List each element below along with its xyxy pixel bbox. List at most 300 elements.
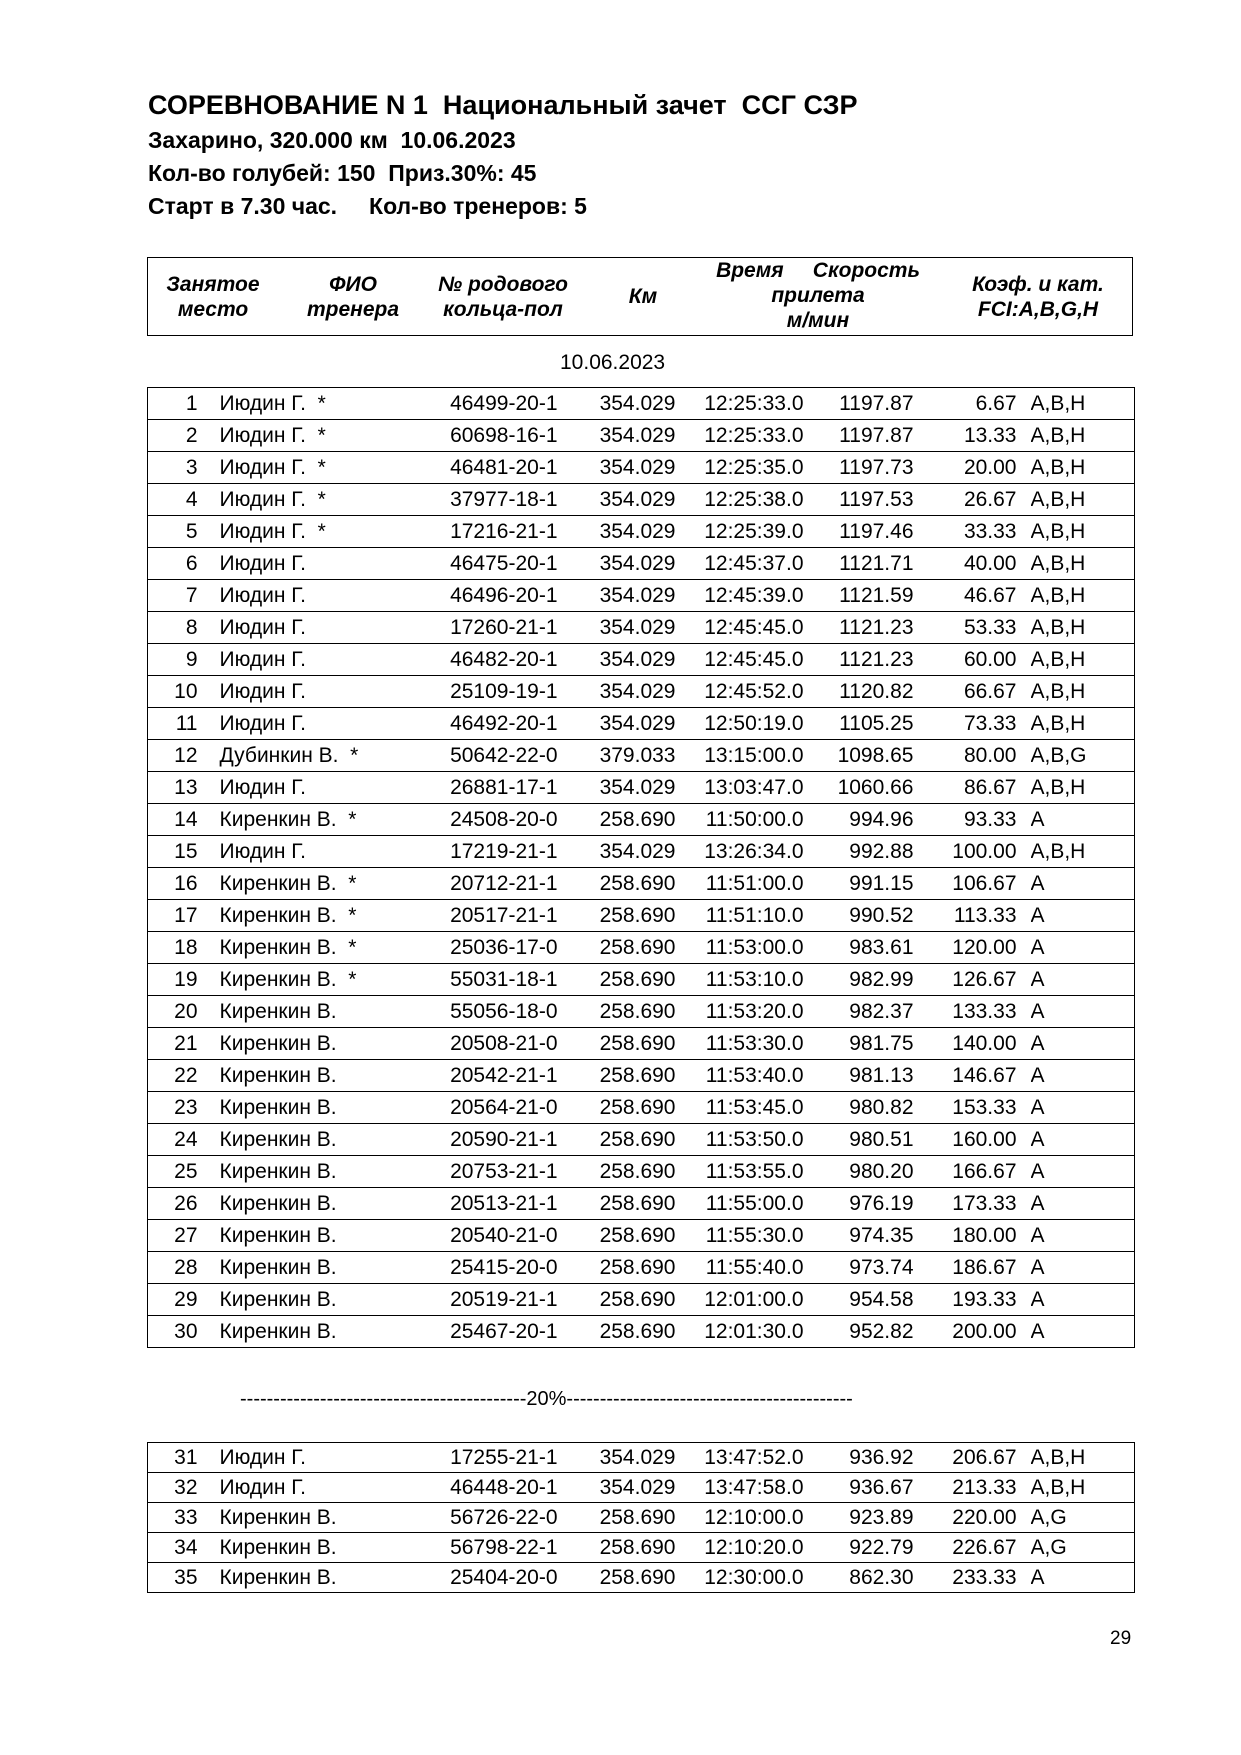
- cell-distance-km: 354.029: [576, 548, 689, 580]
- cell-trainer-name: Киренкин В.: [212, 1316, 406, 1348]
- cell-place: 14: [148, 804, 212, 836]
- cell-trainer-name: Июдин Г. *: [212, 516, 406, 548]
- cell-arrival-time: 11:53:10.0: [689, 964, 814, 996]
- cell-speed: 1121.71: [814, 548, 928, 580]
- cell-coefficient: 213.33: [928, 1473, 1031, 1503]
- cell-ring-number: 46492-20-1: [406, 708, 576, 740]
- cell-fci-category: A,G: [1031, 1503, 1135, 1533]
- cell-fci-category: A: [1031, 1284, 1135, 1316]
- cell-speed: 980.51: [814, 1124, 928, 1156]
- cell-trainer-name: Киренкин В.: [212, 1188, 406, 1220]
- cell-coefficient: 226.67: [928, 1533, 1031, 1563]
- cell-trainer-name: Киренкин В.: [212, 1092, 406, 1124]
- cell-distance-km: 258.690: [576, 1188, 689, 1220]
- cell-ring-number: 17260-21-1: [406, 612, 576, 644]
- col-km-header: Км: [628, 285, 658, 308]
- cell-fci-category: A: [1031, 1124, 1135, 1156]
- table-row: [148, 868, 1135, 900]
- cell-distance-km: 258.690: [576, 1252, 689, 1284]
- cell-fci-category: A,B,G: [1031, 740, 1135, 772]
- cell-ring-number: 20590-21-1: [406, 1124, 576, 1156]
- cell-place: 28: [148, 1252, 212, 1284]
- cell-speed: 936.67: [814, 1473, 928, 1503]
- table-row: [148, 676, 1135, 708]
- cell-distance-km: 354.029: [576, 388, 689, 420]
- cell-speed: 1121.23: [814, 644, 928, 676]
- cell-coefficient: 193.33: [928, 1284, 1031, 1316]
- cell-distance-km: 354.029: [576, 772, 689, 804]
- cell-trainer-name: Киренкин В.: [212, 1220, 406, 1252]
- cell-ring-number: 46496-20-1: [406, 580, 576, 612]
- cell-speed: 862.30: [814, 1563, 928, 1593]
- cell-ring-number: 25109-19-1: [406, 676, 576, 708]
- cell-trainer-name: Июдин Г.: [212, 676, 406, 708]
- cell-ring-number: 46475-20-1: [406, 548, 576, 580]
- col-place-header: Занятое место: [166, 273, 260, 321]
- cell-trainer-name: Июдин Г. *: [212, 484, 406, 516]
- cell-fci-category: A: [1031, 1316, 1135, 1348]
- cell-fci-category: A,B,H: [1031, 772, 1135, 804]
- cell-fci-category: A,B,H: [1031, 708, 1135, 740]
- cell-place: 5: [148, 516, 212, 548]
- table-row: [148, 452, 1135, 484]
- cell-fci-category: A,B,H: [1031, 420, 1135, 452]
- cell-ring-number: 20564-21-0: [406, 1092, 576, 1124]
- cell-arrival-time: 12:45:37.0: [689, 548, 814, 580]
- cell-distance-km: 354.029: [576, 452, 689, 484]
- cell-ring-number: 25467-20-1: [406, 1316, 576, 1348]
- cell-distance-km: 258.690: [576, 1284, 689, 1316]
- cell-ring-number: 17219-21-1: [406, 836, 576, 868]
- cell-coefficient: 120.00: [928, 932, 1031, 964]
- table-row: [148, 1060, 1135, 1092]
- cell-distance-km: 354.029: [576, 644, 689, 676]
- cell-fci-category: A: [1031, 1220, 1135, 1252]
- cell-trainer-name: Киренкин В.: [212, 1124, 406, 1156]
- cell-ring-number: 20540-21-0: [406, 1220, 576, 1252]
- cell-ring-number: 50642-22-0: [406, 740, 576, 772]
- cell-speed: 1197.87: [814, 420, 928, 452]
- cell-trainer-name: Киренкин В.: [212, 996, 406, 1028]
- cell-fci-category: A: [1031, 932, 1135, 964]
- cell-coefficient: 13.33: [928, 420, 1031, 452]
- cell-fci-category: A: [1031, 1060, 1135, 1092]
- cell-trainer-name: Киренкин В.: [212, 1533, 406, 1563]
- cell-speed: 983.61: [814, 932, 928, 964]
- cell-fci-category: A,B,H: [1031, 836, 1135, 868]
- cell-distance-km: 258.690: [576, 1503, 689, 1533]
- prize-separator: -------------------------------------------20%-------------------------------------------: [240, 1388, 853, 1410]
- cell-distance-km: 354.029: [576, 1473, 689, 1503]
- table-row: [148, 1028, 1135, 1060]
- cell-fci-category: A: [1031, 1252, 1135, 1284]
- cell-place: 30: [148, 1316, 212, 1348]
- cell-ring-number: 17255-21-1: [406, 1443, 576, 1473]
- cell-speed: 1098.65: [814, 740, 928, 772]
- cell-fci-category: A,B,H: [1031, 548, 1135, 580]
- cell-distance-km: 379.033: [576, 740, 689, 772]
- cell-arrival-time: 12:25:38.0: [689, 484, 814, 516]
- table-row: [148, 612, 1135, 644]
- cell-arrival-time: 12:25:35.0: [689, 452, 814, 484]
- cell-fci-category: A: [1031, 964, 1135, 996]
- cell-coefficient: 80.00: [928, 740, 1031, 772]
- cell-place: 26: [148, 1188, 212, 1220]
- cell-trainer-name: Июдин Г.: [212, 1443, 406, 1473]
- cell-fci-category: A: [1031, 1563, 1135, 1593]
- table-row: [148, 996, 1135, 1028]
- cell-coefficient: 133.33: [928, 996, 1031, 1028]
- cell-arrival-time: 11:55:30.0: [689, 1220, 814, 1252]
- cell-ring-number: 46448-20-1: [406, 1473, 576, 1503]
- cell-arrival-time: 12:01:00.0: [689, 1284, 814, 1316]
- cell-fci-category: A: [1031, 1028, 1135, 1060]
- cell-place: 18: [148, 932, 212, 964]
- cell-distance-km: 258.690: [576, 1220, 689, 1252]
- cell-fci-category: A,B,H: [1031, 1473, 1135, 1503]
- cell-place: 11: [148, 708, 212, 740]
- table-header: [147, 257, 1133, 336]
- cell-arrival-time: 12:01:30.0: [689, 1316, 814, 1348]
- cell-speed: 991.15: [814, 868, 928, 900]
- cell-coefficient: 93.33: [928, 804, 1031, 836]
- cell-ring-number: 56798-22-1: [406, 1533, 576, 1563]
- cell-place: 10: [148, 676, 212, 708]
- cell-coefficient: 200.00: [928, 1316, 1031, 1348]
- col-coef-header: Коэф. и кат. FCI:A,B,G,H: [972, 273, 1104, 321]
- cell-place: 8: [148, 612, 212, 644]
- table-row: [148, 516, 1135, 548]
- cell-coefficient: 106.67: [928, 868, 1031, 900]
- cell-arrival-time: 11:53:40.0: [689, 1060, 814, 1092]
- cell-distance-km: 354.029: [576, 580, 689, 612]
- table-row: [148, 548, 1135, 580]
- cell-trainer-name: Киренкин В.: [212, 1060, 406, 1092]
- cell-distance-km: 258.690: [576, 932, 689, 964]
- cell-distance-km: 354.029: [576, 612, 689, 644]
- cell-speed: 1060.66: [814, 772, 928, 804]
- cell-distance-km: 354.029: [576, 836, 689, 868]
- cell-ring-number: 17216-21-1: [406, 516, 576, 548]
- cell-coefficient: 86.67: [928, 772, 1031, 804]
- cell-ring-number: 55031-18-1: [406, 964, 576, 996]
- cell-arrival-time: 12:10:00.0: [689, 1503, 814, 1533]
- cell-arrival-time: 13:15:00.0: [689, 740, 814, 772]
- cell-distance-km: 258.690: [576, 996, 689, 1028]
- cell-coefficient: 113.33: [928, 900, 1031, 932]
- cell-ring-number: 20753-21-1: [406, 1156, 576, 1188]
- cell-fci-category: A: [1031, 1092, 1135, 1124]
- cell-place: 19: [148, 964, 212, 996]
- cell-place: 3: [148, 452, 212, 484]
- cell-distance-km: 354.029: [576, 676, 689, 708]
- cell-distance-km: 354.029: [576, 708, 689, 740]
- cell-fci-category: A: [1031, 1156, 1135, 1188]
- cell-distance-km: 354.029: [576, 484, 689, 516]
- cell-place: 15: [148, 836, 212, 868]
- col-name-header: ФИО тренера: [306, 273, 400, 321]
- cell-speed: 1197.73: [814, 452, 928, 484]
- cell-speed: 936.92: [814, 1443, 928, 1473]
- cell-fci-category: A,B,H: [1031, 580, 1135, 612]
- cell-speed: 974.35: [814, 1220, 928, 1252]
- cell-trainer-name: Июдин Г.: [212, 708, 406, 740]
- cell-distance-km: 258.690: [576, 1563, 689, 1593]
- cell-arrival-time: 12:50:19.0: [689, 708, 814, 740]
- cell-coefficient: 160.00: [928, 1124, 1031, 1156]
- cell-ring-number: 24508-20-0: [406, 804, 576, 836]
- table-row: [148, 484, 1135, 516]
- cell-arrival-time: 12:45:39.0: [689, 580, 814, 612]
- cell-place: 32: [148, 1473, 212, 1503]
- cell-coefficient: 186.67: [928, 1252, 1031, 1284]
- cell-place: 33: [148, 1503, 212, 1533]
- cell-speed: 982.37: [814, 996, 928, 1028]
- cell-distance-km: 258.690: [576, 1060, 689, 1092]
- cell-arrival-time: 11:53:30.0: [689, 1028, 814, 1060]
- cell-place: 9: [148, 644, 212, 676]
- cell-coefficient: 100.00: [928, 836, 1031, 868]
- cell-speed: 990.52: [814, 900, 928, 932]
- cell-trainer-name: Июдин Г.: [212, 548, 406, 580]
- cell-ring-number: 20712-21-1: [406, 868, 576, 900]
- cell-distance-km: 258.690: [576, 1092, 689, 1124]
- cell-coefficient: 53.33: [928, 612, 1031, 644]
- cell-arrival-time: 12:45:52.0: [689, 676, 814, 708]
- page-title: СОРЕВНОВАНИЕ N 1 Национальный зачет ССГ СЗР: [148, 90, 858, 120]
- results-table-extra: [147, 1442, 1135, 1593]
- cell-trainer-name: Июдин Г.: [212, 1473, 406, 1503]
- cell-place: 35: [148, 1563, 212, 1593]
- cell-arrival-time: 13:26:34.0: [689, 836, 814, 868]
- table-row: [148, 1124, 1135, 1156]
- cell-ring-number: 55056-18-0: [406, 996, 576, 1028]
- race-location-line: Захарино, 320.000 км 10.06.2023: [148, 127, 516, 153]
- table-row: [148, 1284, 1135, 1316]
- table-row: [148, 1188, 1135, 1220]
- cell-fci-category: A,B,H: [1031, 644, 1135, 676]
- cell-arrival-time: 11:55:40.0: [689, 1252, 814, 1284]
- table-row: [148, 740, 1135, 772]
- cell-arrival-time: 11:53:55.0: [689, 1156, 814, 1188]
- cell-coefficient: 40.00: [928, 548, 1031, 580]
- cell-fci-category: A: [1031, 1188, 1135, 1220]
- page-number: 29: [1110, 1628, 1132, 1649]
- cell-arrival-time: 12:45:45.0: [689, 612, 814, 644]
- cell-distance-km: 354.029: [576, 1443, 689, 1473]
- cell-place: 29: [148, 1284, 212, 1316]
- cell-trainer-name: Июдин Г.: [212, 772, 406, 804]
- cell-trainer-name: Киренкин В. *: [212, 804, 406, 836]
- cell-fci-category: A,B,H: [1031, 388, 1135, 420]
- cell-ring-number: 20519-21-1: [406, 1284, 576, 1316]
- cell-arrival-time: 12:30:00.0: [689, 1563, 814, 1593]
- cell-ring-number: 20513-21-1: [406, 1188, 576, 1220]
- cell-place: 22: [148, 1060, 212, 1092]
- cell-fci-category: A,B,H: [1031, 452, 1135, 484]
- cell-distance-km: 258.690: [576, 868, 689, 900]
- cell-fci-category: A,B,H: [1031, 1443, 1135, 1473]
- cell-trainer-name: Киренкин В. *: [212, 868, 406, 900]
- cell-speed: 1197.87: [814, 388, 928, 420]
- cell-ring-number: 25036-17-0: [406, 932, 576, 964]
- cell-trainer-name: Июдин Г. *: [212, 388, 406, 420]
- cell-arrival-time: 13:47:58.0: [689, 1473, 814, 1503]
- cell-trainer-name: Июдин Г.: [212, 612, 406, 644]
- cell-coefficient: 146.67: [928, 1060, 1031, 1092]
- cell-coefficient: 6.67: [928, 388, 1031, 420]
- cell-coefficient: 66.67: [928, 676, 1031, 708]
- cell-speed: 1121.59: [814, 580, 928, 612]
- table-row: [148, 1443, 1135, 1473]
- cell-place: 12: [148, 740, 212, 772]
- cell-trainer-name: Киренкин В. *: [212, 964, 406, 996]
- cell-arrival-time: 11:53:20.0: [689, 996, 814, 1028]
- cell-place: 24: [148, 1124, 212, 1156]
- cell-ring-number: 20508-21-0: [406, 1028, 576, 1060]
- cell-fci-category: A,B,H: [1031, 612, 1135, 644]
- cell-trainer-name: Июдин Г.: [212, 836, 406, 868]
- table-row: [148, 644, 1135, 676]
- cell-ring-number: 20517-21-1: [406, 900, 576, 932]
- cell-fci-category: A: [1031, 996, 1135, 1028]
- race-date: 10.06.2023: [560, 351, 666, 374]
- cell-speed: 922.79: [814, 1533, 928, 1563]
- cell-arrival-time: 11:51:00.0: [689, 868, 814, 900]
- table-row: [148, 1533, 1135, 1563]
- pigeon-count-line: Кол-во голубей: 150 Приз.30%: 45: [148, 160, 537, 186]
- cell-place: 34: [148, 1533, 212, 1563]
- cell-distance-km: 258.690: [576, 1028, 689, 1060]
- cell-arrival-time: 12:25:39.0: [689, 516, 814, 548]
- cell-arrival-time: 12:25:33.0: [689, 420, 814, 452]
- cell-trainer-name: Киренкин В. *: [212, 932, 406, 964]
- cell-distance-km: 258.690: [576, 804, 689, 836]
- cell-coefficient: 20.00: [928, 452, 1031, 484]
- table-row: [148, 1503, 1135, 1533]
- cell-trainer-name: Июдин Г. *: [212, 452, 406, 484]
- cell-place: 4: [148, 484, 212, 516]
- cell-ring-number: 26881-17-1: [406, 772, 576, 804]
- cell-distance-km: 258.690: [576, 1316, 689, 1348]
- cell-coefficient: 180.00: [928, 1220, 1031, 1252]
- cell-place: 16: [148, 868, 212, 900]
- table-row: [148, 932, 1135, 964]
- cell-distance-km: 354.029: [576, 516, 689, 548]
- cell-speed: 954.58: [814, 1284, 928, 1316]
- cell-trainer-name: Киренкин В.: [212, 1156, 406, 1188]
- cell-place: 1: [148, 388, 212, 420]
- cell-distance-km: 258.690: [576, 900, 689, 932]
- cell-place: 31: [148, 1443, 212, 1473]
- cell-speed: 1197.46: [814, 516, 928, 548]
- cell-coefficient: 233.33: [928, 1563, 1031, 1593]
- cell-ring-number: 56726-22-0: [406, 1503, 576, 1533]
- cell-trainer-name: Июдин Г.: [212, 580, 406, 612]
- cell-distance-km: 258.690: [576, 1156, 689, 1188]
- cell-ring-number: 60698-16-1: [406, 420, 576, 452]
- table-row: [148, 708, 1135, 740]
- cell-trainer-name: Киренкин В.: [212, 1252, 406, 1284]
- table-row: [148, 964, 1135, 996]
- cell-arrival-time: 11:50:00.0: [689, 804, 814, 836]
- cell-coefficient: 173.33: [928, 1188, 1031, 1220]
- cell-ring-number: 25415-20-0: [406, 1252, 576, 1284]
- cell-speed: 1120.82: [814, 676, 928, 708]
- table-row: [148, 420, 1135, 452]
- cell-fci-category: A: [1031, 900, 1135, 932]
- cell-arrival-time: 13:03:47.0: [689, 772, 814, 804]
- cell-coefficient: 73.33: [928, 708, 1031, 740]
- cell-fci-category: A,B,H: [1031, 676, 1135, 708]
- table-row: [148, 1220, 1135, 1252]
- cell-speed: 994.96: [814, 804, 928, 836]
- table-row: [148, 580, 1135, 612]
- cell-ring-number: 37977-18-1: [406, 484, 576, 516]
- cell-distance-km: 258.690: [576, 1124, 689, 1156]
- col-ring-header: № родового кольца-пол: [438, 273, 568, 321]
- cell-coefficient: 46.67: [928, 580, 1031, 612]
- cell-ring-number: 46499-20-1: [406, 388, 576, 420]
- cell-speed: 1105.25: [814, 708, 928, 740]
- cell-trainer-name: Июдин Г.: [212, 644, 406, 676]
- cell-place: 25: [148, 1156, 212, 1188]
- cell-place: 17: [148, 900, 212, 932]
- cell-coefficient: 33.33: [928, 516, 1031, 548]
- cell-fci-category: A,G: [1031, 1533, 1135, 1563]
- cell-ring-number: 25404-20-0: [406, 1563, 576, 1593]
- cell-coefficient: 140.00: [928, 1028, 1031, 1060]
- table-row: [148, 1316, 1135, 1348]
- cell-trainer-name: Киренкин В.: [212, 1503, 406, 1533]
- cell-arrival-time: 11:55:00.0: [689, 1188, 814, 1220]
- start-time-line: Старт в 7.30 час. Кол-во тренеров: 5: [148, 193, 587, 219]
- cell-coefficient: 60.00: [928, 644, 1031, 676]
- cell-place: 23: [148, 1092, 212, 1124]
- table-row: [148, 1156, 1135, 1188]
- cell-arrival-time: 11:53:00.0: [689, 932, 814, 964]
- cell-speed: 982.99: [814, 964, 928, 996]
- cell-trainer-name: Киренкин В. *: [212, 900, 406, 932]
- cell-ring-number: 20542-21-1: [406, 1060, 576, 1092]
- cell-fci-category: A,B,H: [1031, 516, 1135, 548]
- table-row: [148, 1252, 1135, 1284]
- table-row: [148, 900, 1135, 932]
- results-table-main: [147, 387, 1135, 1348]
- cell-speed: 973.74: [814, 1252, 928, 1284]
- cell-arrival-time: 11:53:50.0: [689, 1124, 814, 1156]
- cell-coefficient: 26.67: [928, 484, 1031, 516]
- table-row: [148, 1092, 1135, 1124]
- cell-distance-km: 354.029: [576, 420, 689, 452]
- cell-arrival-time: 12:10:20.0: [689, 1533, 814, 1563]
- table-row: [148, 1473, 1135, 1503]
- cell-coefficient: 153.33: [928, 1092, 1031, 1124]
- cell-arrival-time: 11:53:45.0: [689, 1092, 814, 1124]
- cell-speed: 976.19: [814, 1188, 928, 1220]
- cell-place: 13: [148, 772, 212, 804]
- table-row: [148, 804, 1135, 836]
- cell-speed: 980.82: [814, 1092, 928, 1124]
- table-row: [148, 772, 1135, 804]
- cell-fci-category: A,B,H: [1031, 484, 1135, 516]
- cell-speed: 981.75: [814, 1028, 928, 1060]
- cell-trainer-name: Киренкин В.: [212, 1284, 406, 1316]
- cell-place: 2: [148, 420, 212, 452]
- cell-distance-km: 258.690: [576, 964, 689, 996]
- cell-trainer-name: Киренкин В.: [212, 1563, 406, 1593]
- cell-speed: 1197.53: [814, 484, 928, 516]
